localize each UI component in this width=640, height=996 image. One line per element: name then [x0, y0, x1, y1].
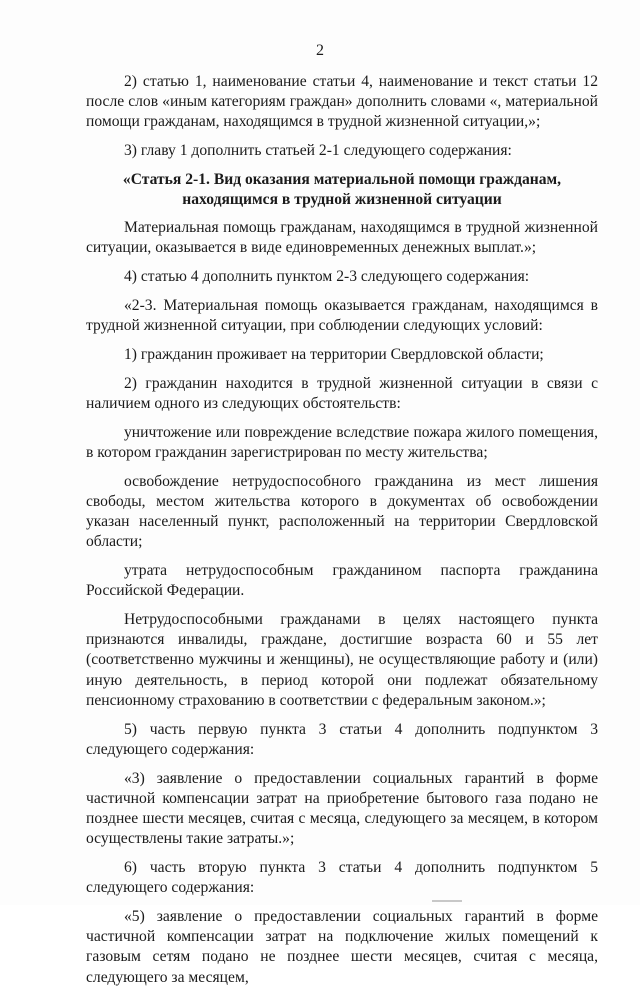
subclause-5: «5) заявление о предоставлении социальных гарантий в форме частичной компенсации затрат на подключение жилых помещений к газовым сетям подано не позднее шести месяцев, считая с месяца, следующего за месяцем,: [86, 908, 598, 986]
article-heading: «Статья 2-1. Вид оказания материальной помощи гражданам, находящимся в трудной жизненной ситуации: [122, 171, 562, 208]
document-body: [86, 72, 598, 996]
amendment-item-2: 2) статью 1, наименование статьи 4, наименование и текст статьи 12 после слов «иным категориям граждан» дополнить словами «, материальной помощи гражданам, находящимся в трудной жизненной ситуации,»;: [86, 73, 598, 131]
amendment-item-3: 3) главу 1 дополнить статьей 2-1 следующего содержания:: [124, 142, 512, 160]
circumstance-passport: утрата нетрудоспособным гражданином паспорта гражданина Российской Федерации.: [86, 562, 598, 600]
article-2-1-text: Материальная помощь гражданам, находящимся в трудной жизненной ситуации, оказывается в виде единовременных денежных выплат.»;: [86, 219, 598, 257]
subclause-3: «3) заявление о предоставлении социальных гарантий в форме частичной компенсации затрат на приобретение бытового газа подано не позднее шести месяцев, считая с месяца, следующего за месяцем, в котором осуществлены такие затраты.»;: [86, 769, 598, 848]
definition-disabled-citizens: Нетрудоспособными гражданами в целях настоящего пункта признаются инвалиды, граждане, достигшие возраста 60 и 55 лет (соответственно мужчины и женщины), не осуществляющие работу и (или) иную деятельность, в период которой они подлежат обязательному пенсионному страхованию в соответствии с федеральным законом.»;: [86, 611, 598, 709]
scan-artifact: [432, 900, 462, 902]
amendment-item-6: 6) часть вторую пункта 3 статьи 4 дополнить подпунктом 5 следующего содержания:: [86, 859, 598, 897]
circumstance-fire: уничтожение или повреждение вследствие пожара жилого помещения, в котором гражданин зарегистрирован по месту жительства;: [86, 423, 598, 461]
condition-2: 2) гражданин находится в трудной жизненной ситуации в связи с наличием одного из следующих обстоятельств:: [86, 374, 598, 412]
condition-1: 1) гражданин проживает на территории Свердловской области;: [124, 345, 544, 363]
amendment-item-4: 4) статью 4 дополнить пунктом 2-3 следующего содержания:: [124, 268, 530, 285]
page-number: 2: [316, 42, 324, 59]
circumstance-release: освобождение нетрудоспособного гражданина из мест лишения свободы, местом жительства которого в документах об освобождении указан населенный пункт, расположенный на территории Свердловской области;: [86, 472, 598, 551]
amendment-item-5: 5) часть первую пункта 3 статьи 4 дополнить подпунктом 3 следующего содержания:: [86, 720, 598, 758]
clause-2-3: «2-3. Материальная помощь оказывается гражданам, находящимся в трудной жизненной ситуации, при соблюдении следующих условий:: [86, 296, 598, 334]
